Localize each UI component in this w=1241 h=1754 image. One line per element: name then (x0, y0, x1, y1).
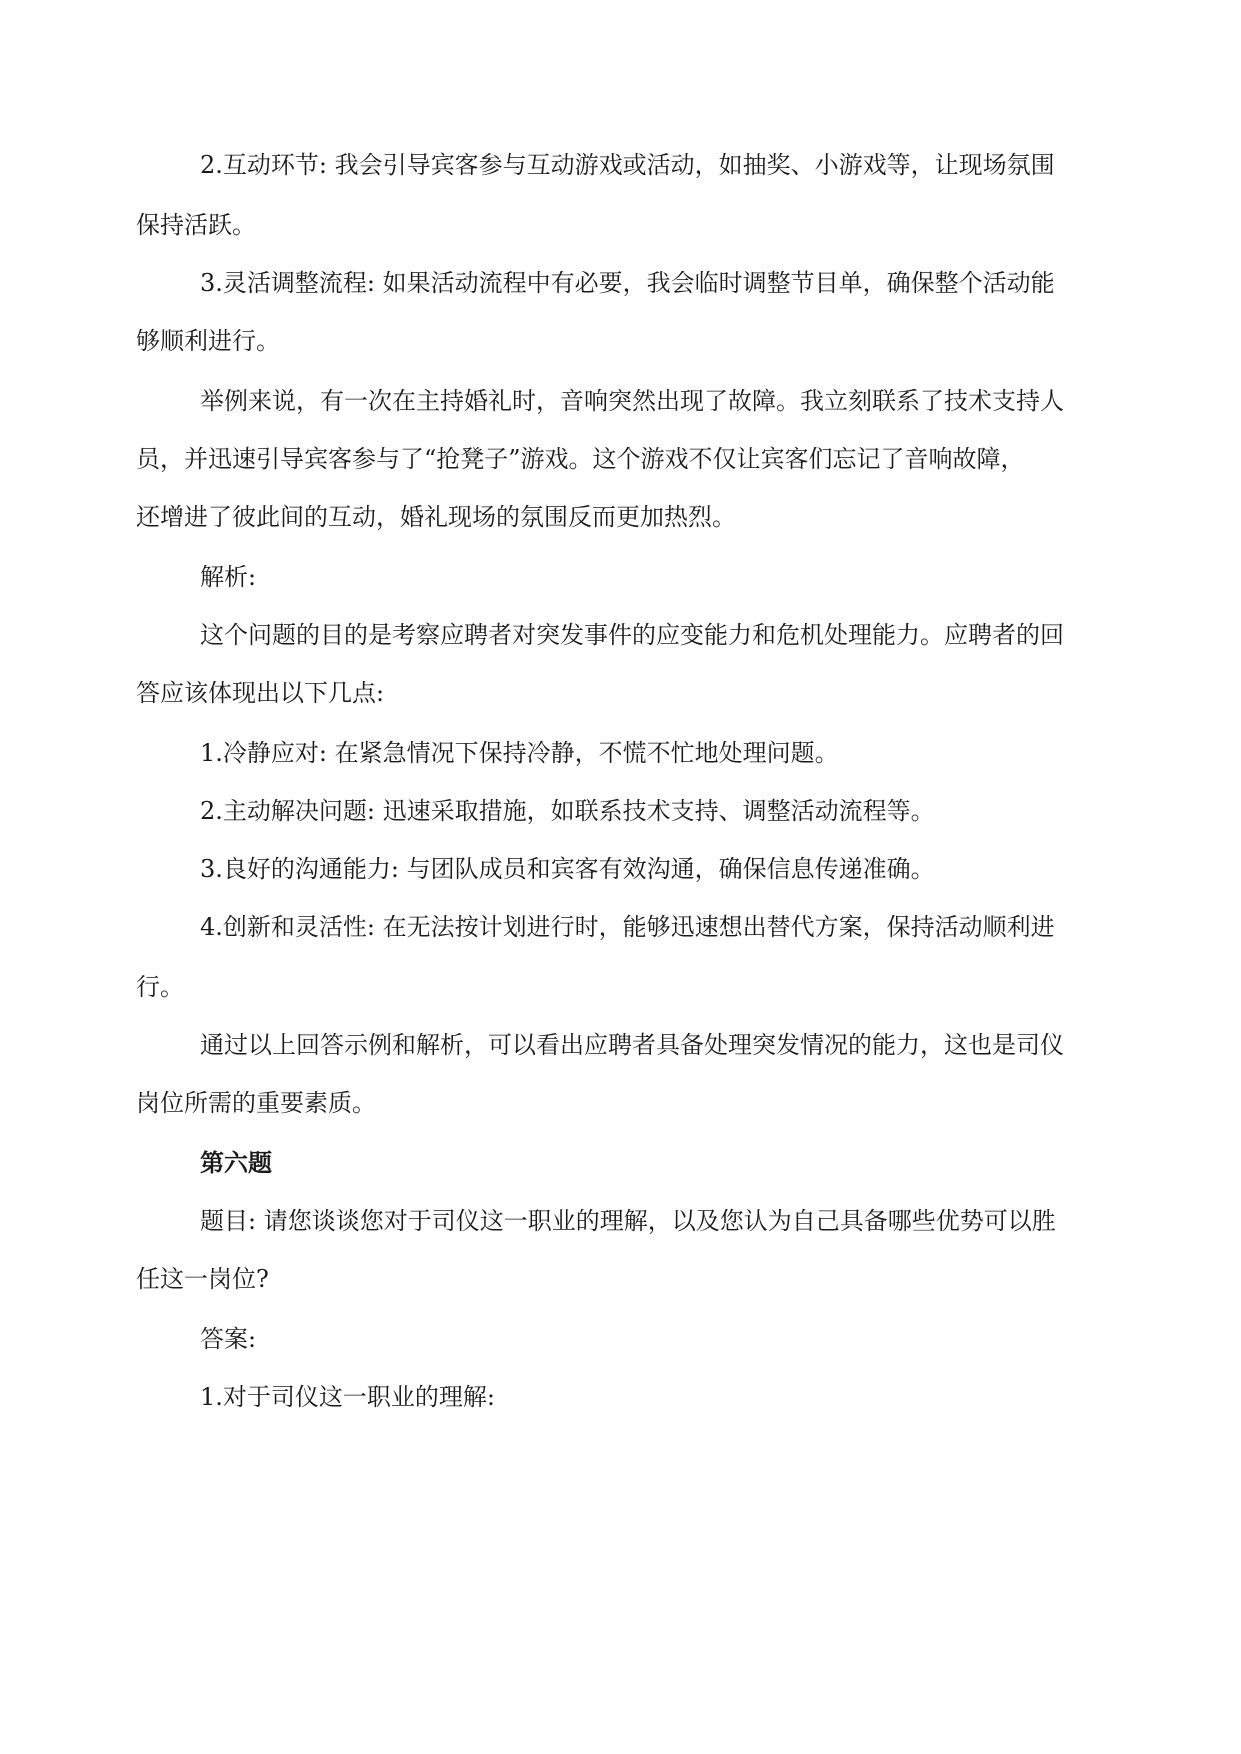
text-line: 解析: (200, 563, 257, 591)
text-line: 够顺利进行。 (136, 327, 280, 355)
text-line: 4.创新和灵活性: 在无法按计划进行时，能够迅速想出替代方案，保持活动顺利进 (200, 913, 1055, 941)
text-line: 任这一岗位? (136, 1265, 269, 1293)
text-line: 这个问题的目的是考察应聘者对突发事件的应变能力和危机处理能力。应聘者的回 (200, 621, 1064, 649)
text-line: 第六题 (200, 1148, 272, 1177)
text-line: 举例来说，有一次在主持婚礼时，音响突然出现了故障。我立刻联系了技术支持人 (200, 387, 1064, 415)
text-line: 2.主动解决问题: 迅速采取措施，如联系技术支持、调整活动流程等。 (200, 797, 935, 825)
text-line: 1.冷静应对: 在紧急情况下保持冷静，不慌不忙地处理问题。 (200, 739, 839, 767)
text-line: 答案: (200, 1325, 257, 1353)
text-line: 3.灵活调整流程: 如果活动流程中有必要，我会临时调整节目单，确保整个活动能 (200, 269, 1055, 297)
text-line: 题目: 请您谈谈您对于司仪这一职业的理解，以及您认为自己具备哪些优势可以胜 (200, 1207, 1056, 1235)
text-line: 保持活跃。 (136, 211, 256, 239)
text-line: 3.良好的沟通能力: 与团队成员和宾客有效沟通，确保信息传递准确。 (200, 855, 935, 883)
text-line: 答应该体现出以下几点: (136, 679, 385, 707)
text-line: 行。 (136, 973, 184, 1001)
text-line: 1.对于司仪这一职业的理解: (200, 1383, 495, 1411)
text-line: 还增进了彼此间的互动，婚礼现场的氛围反而更加热烈。 (136, 503, 736, 531)
text-line: 员，并迅速引导宾客参与了“抢凳子”游戏。这个游戏不仅让宾客们忘记了音响故障， (136, 445, 1025, 473)
text-line: 2.互动环节: 我会引导宾客参与互动游戏或活动，如抽奖、小游戏等，让现场氛围 (200, 151, 1055, 179)
text-line: 通过以上回答示例和解析，可以看出应聘者具备处理突发情况的能力，这也是司仪 (200, 1031, 1064, 1059)
text-line: 岗位所需的重要素质。 (136, 1089, 376, 1117)
